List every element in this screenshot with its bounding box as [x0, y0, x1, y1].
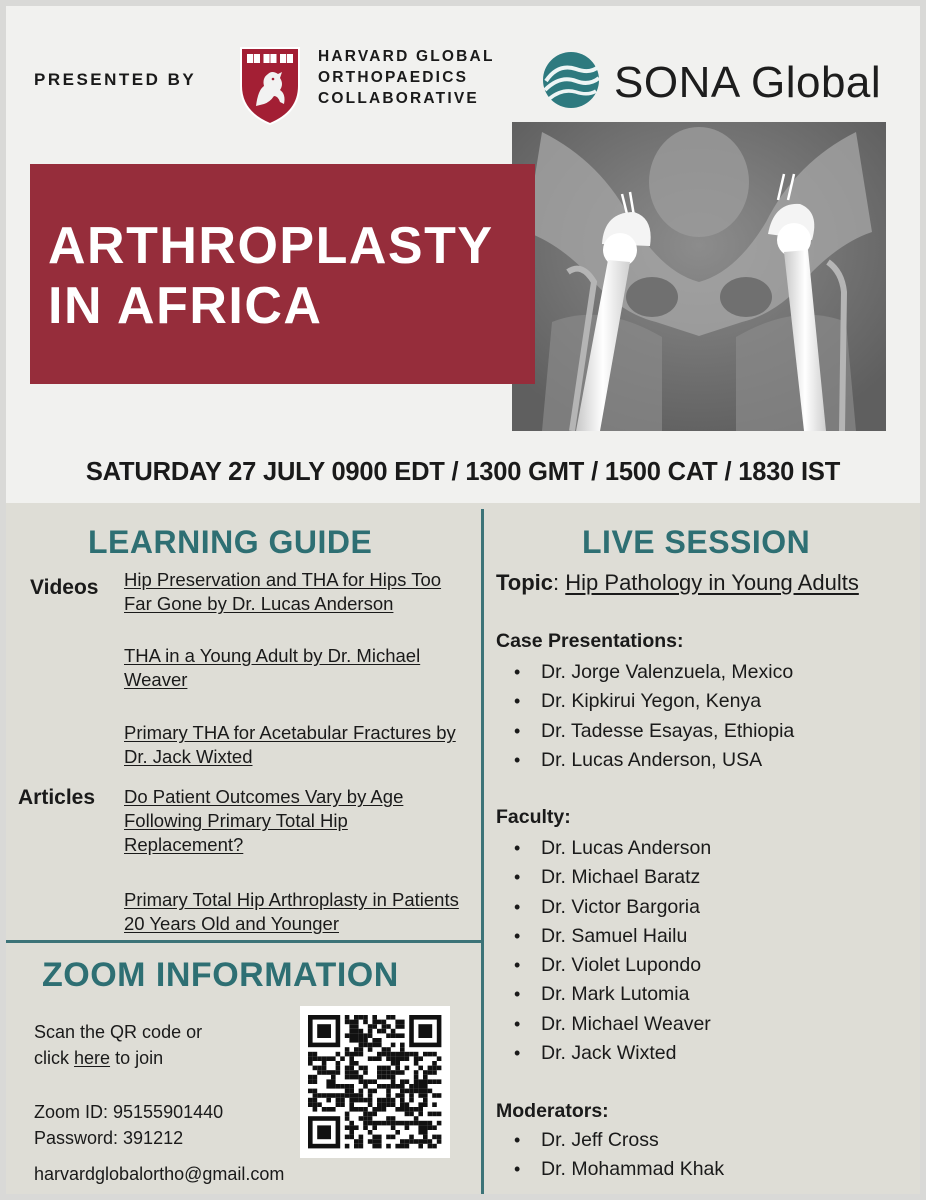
harvard-org-name — [318, 46, 495, 109]
list-item: • Dr. Michael Baratz — [511, 863, 711, 892]
event-title — [48, 216, 528, 336]
moderators-heading: Moderators: — [496, 1100, 609, 1122]
articles-label: Articles — [18, 786, 96, 809]
list-item: • Dr. Mohammad Khak — [511, 1155, 724, 1184]
list-item: • Dr. Michael Weaver — [511, 1010, 711, 1039]
moderators-list — [511, 1126, 724, 1185]
presented-by-label: PRESENTED BY — [34, 70, 197, 89]
list-item: • Dr. Jack Wixted — [511, 1039, 711, 1068]
topic-separator: : — [553, 570, 566, 595]
list-item: • Dr. Samuel Hailu — [511, 922, 711, 951]
case-presenters-list — [511, 658, 794, 775]
click-text: click — [34, 1048, 69, 1068]
list-item: • Dr. Lucas Anderson — [511, 834, 711, 863]
scan-instruction: Scan the QR code or — [34, 1022, 203, 1042]
org-line-2: ORTHOPAEDICS — [318, 69, 469, 86]
list-item: • Dr. Jeff Cross — [511, 1126, 724, 1155]
zoom-info-heading: ZOOM INFORMATION — [42, 956, 399, 994]
sona-wave-logo-icon — [542, 51, 600, 109]
harvard-shield-icon — [238, 46, 302, 126]
sona-global-name: SONA Global — [614, 58, 882, 107]
faculty-heading: Faculty: — [496, 806, 571, 828]
flyer — [6, 6, 920, 1194]
title-line-1: ARTHROPLASTY — [48, 217, 494, 275]
list-item: • Dr. Violet Lupondo — [511, 951, 711, 980]
title-line-2: IN AFRICA — [48, 277, 323, 335]
article-link-1[interactable]: Do Patient Outcomes Vary by Age Following Primary Total Hip Replacement? — [124, 786, 404, 855]
video-link-2[interactable]: THA in a Young Adult by Dr. Michael Weaver — [124, 645, 421, 690]
live-session-heading: LIVE SESSION — [582, 524, 811, 560]
join-instruction — [34, 1048, 163, 1069]
zoom-divider — [6, 940, 483, 943]
topic-label: Topic — [496, 570, 554, 595]
session-topic — [496, 570, 859, 596]
zoom-id: Zoom ID: 95155901440 — [34, 1102, 224, 1122]
faculty-list — [511, 834, 711, 1068]
list-item: • Dr. Tadesse Esayas, Ethiopia — [511, 717, 794, 746]
video-link-3[interactable]: Primary THA for Acetabular Fractures by Dr. Jack Wixted — [124, 722, 456, 767]
case-presentations-heading: Case Presentations: — [496, 630, 684, 652]
org-line-1: HARVARD GLOBAL — [318, 48, 495, 65]
list-item: • Dr. Kipkirui Yegon, Kenya — [511, 687, 794, 716]
video-link-1[interactable]: Hip Preservation and THA for Hips Too Far Gone by Dr. Lucas Anderson — [124, 569, 442, 614]
zoom-password: Password: 391212 — [34, 1128, 184, 1148]
contact-email[interactable]: harvardglobalortho@gmail.com — [34, 1164, 285, 1184]
article-link-2[interactable]: Primary Total Hip Arthroplasty in Patients 20 Years Old and Younger — [124, 889, 459, 934]
learning-guide-heading: LEARNING GUIDE — [88, 524, 373, 560]
join-text: to join — [115, 1048, 164, 1068]
event-datetime: SATURDAY 27 JULY 0900 EDT / 1300 GMT / 1500 CAT / 1830 IST — [85, 458, 841, 486]
list-item: • Dr. Mark Lutomia — [511, 980, 711, 1009]
videos-label: Videos — [30, 576, 99, 599]
column-divider — [481, 509, 484, 1194]
zoom-join-link[interactable]: here — [74, 1048, 111, 1068]
list-item: • Dr. Jorge Valenzuela, Mexico — [511, 658, 794, 687]
hip-xray-image — [512, 122, 886, 431]
topic-link[interactable]: Hip Pathology in Young Adults — [565, 570, 859, 595]
org-line-3: COLLABORATIVE — [318, 90, 479, 107]
list-item: • Dr. Lucas Anderson, USA — [511, 746, 794, 775]
list-item: • Dr. Victor Bargoria — [511, 893, 711, 922]
title-banner — [30, 164, 535, 384]
qr-code-icon[interactable] — [300, 1006, 450, 1158]
